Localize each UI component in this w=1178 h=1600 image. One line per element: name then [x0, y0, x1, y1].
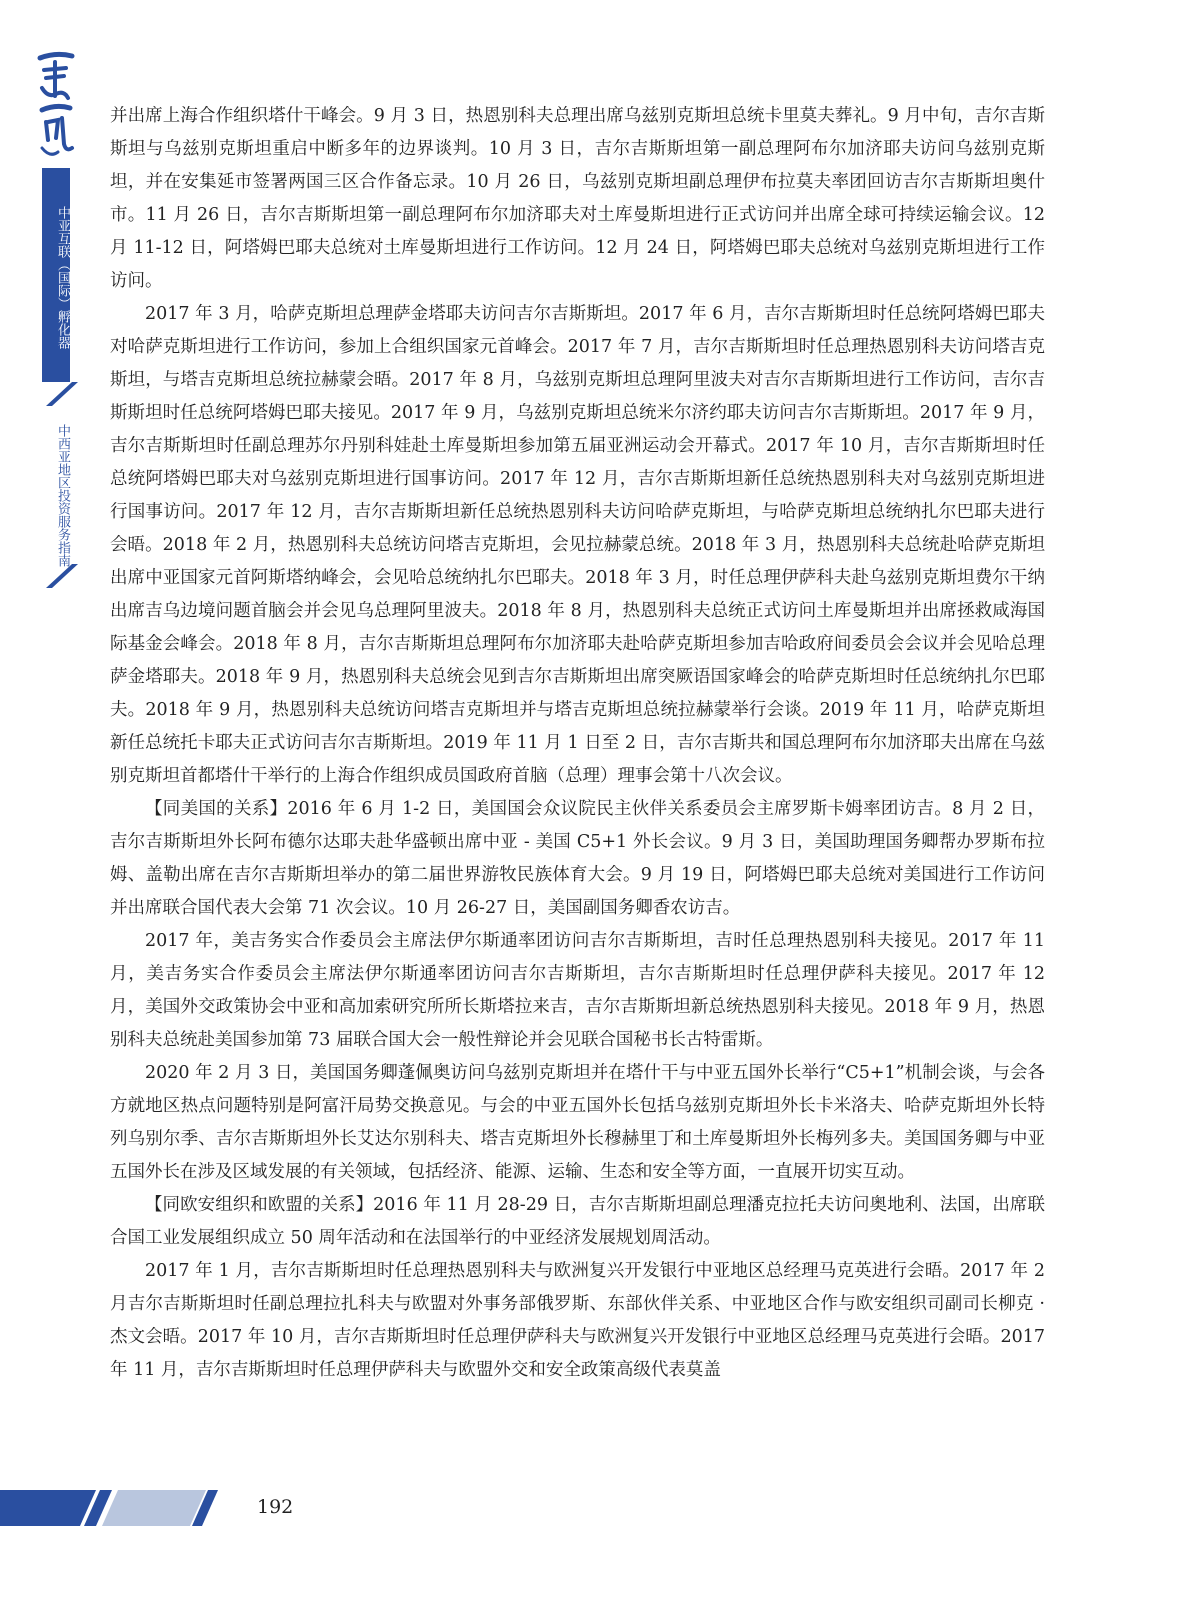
belt-road-logo	[36, 48, 76, 168]
paragraph: 并出席上海合作组织塔什干峰会。9 月 3 日，热恩别科夫总理出席乌兹别克斯坦总统卡里莫夫葬礼。9 月中旬，吉尔吉斯斯坦与乌兹别克斯坦重启中断多年的边界谈判。10 月 3 日，吉尔吉斯斯坦第一副总理阿布尔加济耶夫访问乌兹别克斯坦，并在安集延市签署两国三区合作备忘录。10 月 26 日，乌兹别克斯坦副总理伊布拉莫夫率团回访吉尔吉斯斯坦奥什市。11 月 26 日，吉尔吉斯斯坦第一副总理阿布尔加济耶夫对土库曼斯坦进行正式访问并出席全球可持续运输会议。12 月 11-12 日，阿塔姆巴耶夫总统对土库曼斯坦进行工作访问。12 月 24 日，阿塔姆巴耶夫总统对乌兹别克斯坦进行工作访问。	[110, 106, 1045, 291]
paragraph: 【同美国的关系】2016 年 6 月 1-2 日，美国国会众议院民主伙伴关系委员会主席罗斯卡姆率团访吉。8 月 2 日，吉尔吉斯斯坦外长阿布德尔达耶夫赴华盛顿出席中亚 - 美国 C5+1 外长会议。9 月 3 日，美国助理国务卿帮办罗斯布拉姆、盖勒出席在吉尔吉斯斯坦举办的第二届世界游牧民族体育大会。9 月 19 日，阿塔姆巴耶夫总统对美国进行工作访问并出席联合国代表大会第 71 次会议。10 月 26-27 日，美国副国务卿香农访吉。	[110, 799, 1045, 918]
footer-stripe-decoration	[0, 1488, 240, 1528]
paragraph: 2020 年 2 月 3 日，美国国务卿蓬佩奥访问乌兹别克斯坦并在塔什干与中亚五国外长举行“C5+1”机制会谈，与会各方就地区热点问题特别是阿富汗局势交换意见。与会的中亚五国外长包括乌兹别克斯坦外长卡米洛夫、哈萨克斯坦外长特列乌别尔季、吉尔吉斯斯坦外长艾达尔别科夫、塔吉克斯坦外长穆赫里丁和土库曼斯坦外长梅列多夫。美国国务卿与中亚五国外长在涉及区域发展的有关领域，包括经济、能源、运输、生态和安全等方面，一直展开切实互动。	[110, 1063, 1045, 1182]
document-body	[110, 100, 1045, 1387]
sidebar-section-tab	[42, 168, 70, 382]
sidebar-slash-decoration-bottom	[44, 560, 80, 590]
paragraph: 【同欧安组织和欧盟的关系】2016 年 11 月 28-29 日，吉尔吉斯斯坦副总理潘克拉托夫访问奥地利、法国，出席联合国工业发展组织成立 50 周年活动和在法国举行的中亚经济发展规划周活动。	[110, 1195, 1045, 1248]
sidebar-section-label: 中亚互联（国际）孵化器	[55, 205, 70, 349]
page-number: 192	[257, 1496, 294, 1518]
paragraph: 2017 年 1 月，吉尔吉斯斯坦时任总理热恩别科夫与欧洲复兴开发银行中亚地区总经理马克英进行会晤。2017 年 2 月吉尔吉斯斯坦时任副总理拉扎科夫与欧盟对外事务部俄罗斯、东部伙伴关系、中亚地区合作与欧安组织司副司长柳克 · 杰文会晤。2017 年 10 月，吉尔吉斯斯坦时任总理伊萨科夫与欧洲复兴开发银行中亚地区总经理马克英进行会晤。2017 年 11 月，吉尔吉斯斯坦时任总理伊萨科夫与欧盟外交和安全政策高级代表莫盖	[110, 1261, 1045, 1380]
paragraph: 2017 年 3 月，哈萨克斯坦总理萨金塔耶夫访问吉尔吉斯斯坦。2017 年 6 月，吉尔吉斯斯坦时任总统阿塔姆巴耶夫对哈萨克斯坦进行工作访问，参加上合组织国家元首峰会。2017 年 7 月，吉尔吉斯斯坦时任总理热恩别科夫访问塔吉克斯坦，与塔吉克斯坦总统拉赫蒙会晤。2017 年 8 月，乌兹别克斯坦总理阿里波夫对吉尔吉斯斯坦进行工作访问，吉尔吉斯斯坦时任总统阿塔姆巴耶夫接见。2017 年 9 月，乌兹别克斯坦总统米尔济约耶夫访问吉尔吉斯斯坦。2017 年 9 月，吉尔吉斯斯坦时任副总理苏尔丹别科娃赴土库曼斯坦参加第五届亚洲运动会开幕式。2017 年 10 月，吉尔吉斯斯坦时任总统阿塔姆巴耶夫对乌兹别克斯坦进行国事访问。2017 年 12 月，吉尔吉斯斯坦新任总统热恩别科夫对乌兹别克斯坦进行国事访问。2017 年 12 月，吉尔吉斯斯坦新任总统热恩别科夫访问哈萨克斯坦，与哈萨克斯坦总统纳扎尔巴耶夫进行会晤。2018 年 2 月，热恩别科夫总统访问塔吉克斯坦，会见拉赫蒙总统。2018 年 3 月，热恩别科夫总统赴哈萨克斯坦出席中亚国家元首阿斯塔纳峰会，会见哈总统纳扎尔巴耶夫。2018 年 3 月，时任总理伊萨科夫赴乌兹别克斯坦费尔干纳出席吉乌边境问题首脑会并会见乌总理阿里波夫。2018 年 8 月，热恩别科夫总统正式访问土库曼斯坦并出席拯救咸海国际基金会峰会。2018 年 8 月，吉尔吉斯斯坦总理阿布尔加济耶夫赴哈萨克斯坦参加吉哈政府间委员会会议并会见哈总理萨金塔耶夫。2018 年 9 月，热恩别科夫总统会见到吉尔吉斯斯坦出席突厥语国家峰会的哈萨克斯坦时任总统纳扎尔巴耶夫。2018 年 9 月，热恩别科夫总统访问塔吉克斯坦并与塔吉克斯坦总统拉赫蒙举行会谈。2019 年 11 月，哈萨克斯坦新任总统托卡耶夫正式访问吉尔吉斯斯坦。2019 年 11 月 1 日至 2 日，吉尔吉斯共和国总理阿布尔加济耶夫出席在乌兹别克斯坦首都塔什干举行的上海合作组织成员国政府首脑（总理）理事会第十八次会议。	[110, 304, 1045, 786]
sidebar-guide-label: 中西亚地区投资服务指南	[55, 423, 70, 567]
paragraph: 2017 年，美吉务实合作委员会主席法伊尔斯通率团访问吉尔吉斯斯坦，吉时任总理热恩别科夫接见。2017 年 11 月，美吉务实合作委员会主席法伊尔斯通率团访问吉尔吉斯斯坦，吉尔吉斯斯坦时任总理伊萨科夫接见。2017 年 12 月，美国外交政策协会中亚和高加索研究所所长斯塔拉来吉，吉尔吉斯斯坦新总统热恩别科夫接见。2018 年 9 月，热恩别科夫总统赴美国参加第 73 届联合国大会一般性辩论并会见联合国秘书长古特雷斯。	[110, 931, 1045, 1050]
